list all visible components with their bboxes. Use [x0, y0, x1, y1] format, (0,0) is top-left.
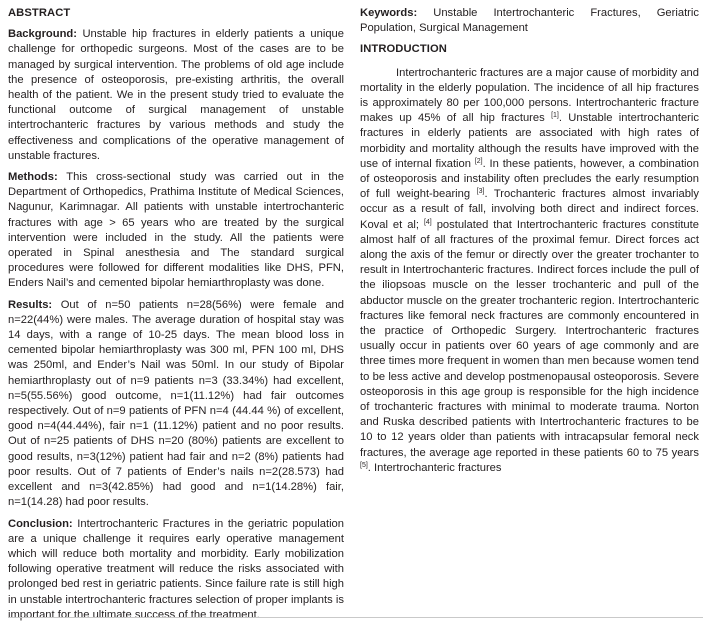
intro-text-1: Intertrochanteric fractures are a major cause of morbidity and mortality in the elderly population. The incidence of all hip fractures is approximately 80 per 100,000 persons. Intertrochanteric fracture makes up 45% of all hip fractures [360, 66, 699, 125]
results-label: Results: [8, 298, 53, 311]
citation-1: [1] [551, 112, 559, 120]
abstract-keywords [360, 6, 699, 36]
conclusion-label: Conclusion: [8, 517, 73, 530]
intro-text-6: . Intertrochanteric fractures [367, 461, 502, 474]
intro-text-4: . Trochanteric fractures almost invariably occur as a result of fall, involving both direct and indirect forces. Koval et al; [360, 188, 699, 231]
citation-4: [4] [423, 218, 432, 226]
abstract-conclusion [8, 517, 344, 623]
background-label: Background: [8, 28, 77, 41]
background-text: Unstable hip fractures in elderly patients a unique challenge for orthopedic surgeons. Most of the cases are to be managed by surgical intervention. The problems of old age include the presence of osteoporosis, pre-existing arthritis, the overall health of the patient. We in the present study tried to evaluate the functional outcome of surgical management of unstable intertrochanteric fractures by various methods and study the effectiveness and complications of the operative management of unstable fractures. [8, 28, 344, 162]
intro-text-3: . In these patients, however, a combination of osteoporosis and instability often precludes the early resumption of full weight-bearing [360, 157, 699, 201]
methods-text: This cross-sectional study was carried out in the Department of Orthopedics, Prathima Institute of Medical Sciences, Nagunur, Karimnagar. All patients with unstable intertrochanteric fractures with age > 65 years who are treated by the surgical intervention were included in the study. All the patients were operated in Spinal anesthesia and The standard surgical procedures were followed for different modalities like DHS, PFN, Enders Nail’s and cemented bipolar hemiarthroplasty was done. [8, 171, 344, 290]
conclusion-text: Intertrochanteric Fractures in the geriatric population are a unique challenge it requires early operative management which will reduce both mortality and morbidity. Early mobilization following operative treatment will reduce the risks associated with prolonged bed rest in geriatric patients. Since failure rate is still high in unstable intertrochanteric fractures selection of proper implants is important for the ultimate success of the treatment. [8, 517, 344, 621]
right-column [360, 6, 699, 628]
results-text: Out of n=50 patients n=28(56%) were female and n=22(44%) were males. The average duration of hospital stay was 14 days, with a range of 10-25 days. The mean blood loss in cemented bipolar hemiarthroplasty was 300 ml, PFN 100 ml, DHS was 250ml, and Ender’s Nail was 50ml. In our study of Bipolar hemiarthroplasty out of n=9 patients n=3 (33.34%) had excellent, n=5(55.56%) good outcome, n=1(11.12%) had fair outcomes respectively. Out of n=9 patients of PFN n=4 (44.44 %) of excellent, good n=4(44.44%), fair n=1 (11.12%) patient and no poor results. Out of n=25 patients of DHS n=20 (80%) patients are excellent to good results, n=3(12%) patient had fair and n=2 (8%) patients had poor results. Out of 7 patients of Ender’s nails n=2(28.573) had excellent and n=3(42.85%) had good and n=1(14.28%) fair, n=1(14.28) had poor results. [8, 298, 344, 509]
keywords-text: Unstable Intertrochanteric Fractures, Geriatric Population, Surgical Management [360, 7, 699, 35]
introduction-heading: INTRODUCTION [360, 43, 447, 56]
citation-5: [5] [360, 461, 368, 469]
abstract-results [8, 298, 344, 511]
abstract-methods [8, 170, 344, 292]
abstract-heading: ABSTRACT [8, 7, 71, 19]
citation-3: [3] [476, 188, 485, 196]
intro-text-2: . Unstable intertrochanteric fractures in elderly patients are associated with high rates of morbidity and mortality although the results have improved with the use of internal fixation [360, 112, 699, 170]
keywords-label: Keywords: [360, 7, 418, 19]
citation-2: [2] [474, 157, 483, 165]
left-column [8, 6, 344, 628]
intro-text-5: postulated that Intertrochanteric fractures constitute almost half of all fractures of the proximal femur. Direct forces act along the axis of the femur or directly over the greater trochanter to result in Intertrochanteric fractures. Indirect forces include the pull of the iliopsoas muscle on the lesser trochanteric and pull of the abductor muscle on the greater trochanteric region. Intertrochanteric fractures like femoral neck fractures are commonly encountered in the practice of Orthopedic Surgery. Intertrochanteric fractures usually occur in patients over 60 years of age commonly and are three times more frequent in women than men because women tend to be less active and develop postmenopausal osteoporosis. Severe osteoporosis in this age group is responsible for the high incidence of trochanteric fractures with minimal to moderate trauma. Norton and Ruska described patients with Intertrochanteric fractures to be 10 to 12 years older than patients with intracapsular femoral neck fractures, the average age reported in these patients 60 to 75 years [360, 218, 699, 459]
footer-divider [8, 617, 703, 618]
methods-label: Methods: [8, 171, 58, 184]
abstract-background [8, 27, 344, 164]
introduction-paragraph [360, 66, 699, 476]
